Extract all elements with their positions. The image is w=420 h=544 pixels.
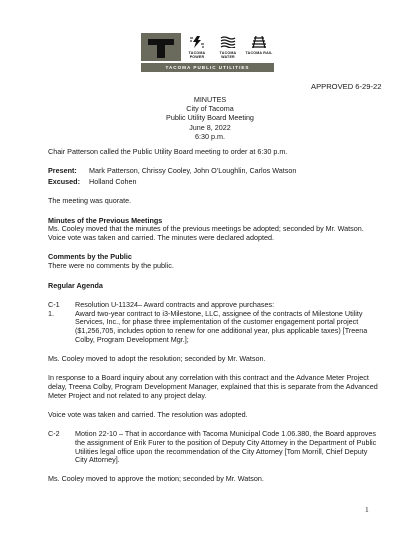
c1-vote-result: Voice vote was taken and carried. The resolution was adopted. [48,409,248,419]
quorum-statement: The meeting was quorate. [48,196,132,206]
item-title: Motion 22-10 – That in accordance with Tacoma Municipal Code 1.06.380, the Board approves the assignment of Erik Furer to the position of Deputy City Attorney in the Department of Public Utilities legal office upon the recommendation of the City Attorney [Tom Morrill, Chief Deputy City Attorney]. [75,429,377,465]
excused-list: Holland Cohen [89,177,137,187]
excused-label: Excused: [48,177,80,187]
division-label: TACOMA POWER [188,50,206,59]
minutes-body [48,148,380,495]
call-to-order: Chair Patterson called the Public Utility Board meeting to order at 6:30 p.m. [48,147,288,156]
tacoma-public-utilities-logo [141,33,274,73]
division-label: TACOMA RAIL [245,50,273,55]
c2-motion: Ms. Cooley moved to approve the motion; seconded by Mr. Watson. [48,474,264,484]
section-heading-comments: Comments by the Public [48,252,132,262]
heading-line: June 8, 2022 [189,122,231,132]
minutes-heading [0,95,420,141]
agenda-item-c2 [48,430,380,465]
approval-stamp: APPROVED 6-29-22 [311,82,382,91]
present-label: Present: [48,166,77,176]
logo-wordmark: TACOMA PUBLIC UTILITIES [141,63,274,72]
division-water [212,33,243,61]
minutes-approval: Ms. Cooley moved that the minutes of the previous meetings be adopted; seconded by Mr. Watson. Voice vote was taken and carried. The minutes were declared adopted. [48,224,364,243]
water-waves-icon [220,36,236,48]
item-number: C-2 [48,429,60,439]
power-lightning-icon [189,36,205,48]
heading-line: Public Utility Board Meeting [166,113,254,123]
division-power [181,33,212,61]
heading-line: MINUTES [193,95,227,104]
item-title: Resolution U-11324– Award contracts and approve purchases: [75,299,275,309]
subitem-number: 1. [48,308,54,318]
attendance-excused [48,178,380,187]
division-label: TACOMA WATER [219,50,237,59]
rail-tracks-icon [251,36,267,48]
page-number: 1 [365,505,369,514]
c1-motion: Ms. Cooley moved to adopt the resolution; seconded by Mr. Watson. [48,353,266,363]
item-number: C-1 [48,299,60,309]
tacoma-t-logo-mark [141,33,181,61]
section-heading-agenda: Regular Agenda [48,280,103,290]
division-rail [243,33,274,61]
public-comments: There were no comments by the public. [48,261,174,271]
agenda-subitem [48,310,380,345]
heading-line: City of Tacoma [186,104,234,114]
subitem-text: Award two-year contract to i3-Milestone, LLC, assignee of the contracts of Milestone Utility Services, Inc., for phase three implementation of the customer engagement portal project ($1,256,705, includes option to renew for one additional year, plus applicable taxes) [Treena Colby, Program Development Mgr.]; [75,308,368,344]
board-inquiry: In response to a Board inquiry about any correlation with this contract and the Advance Meter Project delay, Treena Colby, Program Development Manager, explained that this is separate from the Advanced Meter Project and not related to any project delay. [48,373,378,400]
attendance-present [48,167,380,176]
heading-line: 6:30 p.m. [195,131,225,141]
section-heading-minutes: Minutes of the Previous Meetings [48,215,163,225]
present-list: Mark Patterson, Chrissy Cooley, John O’Loughlin, Carlos Watson [89,166,297,176]
